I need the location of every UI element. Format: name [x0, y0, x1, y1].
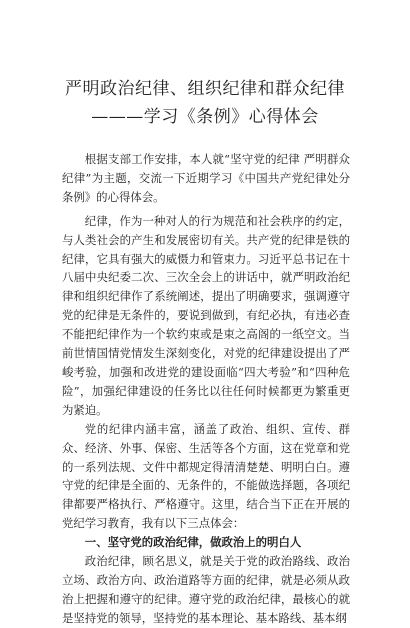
section-heading: 一、坚守党的政治纪律，做政治上的明白人	[84, 535, 302, 550]
section-paragraph: 政治纪律，顾名思义，就是关于党的政治路线、政治立场、政治方向、政治道路等方面的纪律，就是必须从政治上把握和遵守的纪律。遵守党的政治纪律，最核心的就是坚持党的领导，坚持党的基本理论、基本路线、基本纲	[62, 554, 350, 625]
document-subtitle: ———学习《条例》心得体会	[91, 107, 319, 127]
document-title: 严明政治纪律、组织纪律和群众纪律	[65, 79, 345, 99]
document-body	[62, 150, 350, 628]
body-paragraph-intro: 根据支部工作安排，本人就“坚守党的纪律 严明群众纪律”为主题，交流一下近期学习《中国共产党纪律处分条例》的心得体会。	[62, 152, 350, 204]
body-paragraph: 纪律，作为一种对人的行为规范和社会秩序的约定，与人类社会的产生和发展密切有关。共产党的纪律是铁的纪律，它具有强大的威慑力和管束力。习近平总书记在十八届中央纪委二次、三次全会上的讲话中，就严明政治纪律和组织纪律作了系统阐述，提出了明确要求，强调遵守党的纪律是无条件的，要说到做到，有纪必执，有违必查不能把纪律作为一个软约束或是束之高阁的一纸空文。当前世情国情党情发生深刻变化，对党的纪律建设提出了严峻考验，加强和改进党的建设面临“四大考验”和“四种危险”，加强纪律建设的任务比以往任何时候都更为繁重更为紧迫。	[62, 213, 350, 417]
body-paragraph: 党的纪律内涵丰富，涵盖了政治、组织、宣传、群众、经济、外事、保密、生活等各个方面，这在党章和党的一系列法规、文件中都规定得清清楚楚、明明白白。遵守党的纪律是全面的、无条件的，不能做选择题，各项纪律都要严格执行、严格遵守。这里，结合当下正在开展的党纪学习教育，我有以下三点体会：	[62, 421, 350, 531]
